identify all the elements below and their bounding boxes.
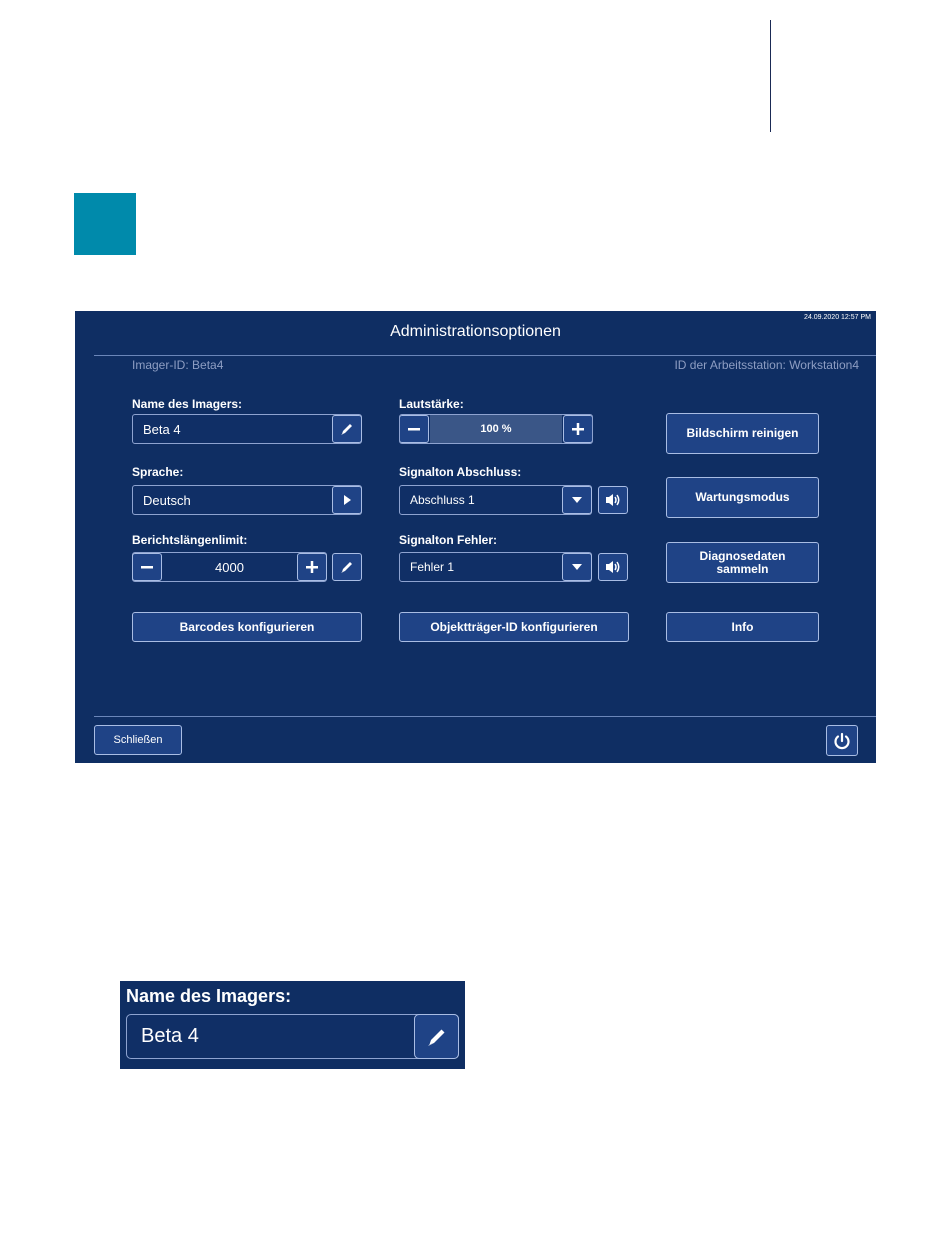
sprache-field[interactable]	[132, 485, 362, 515]
power-icon	[833, 732, 851, 750]
pencil-icon	[425, 1025, 449, 1049]
zoom-name-field[interactable]	[126, 1014, 459, 1059]
sprache-select-button[interactable]	[332, 486, 362, 514]
limit-increase-button[interactable]	[297, 553, 327, 581]
signal-done-play-button[interactable]	[598, 486, 628, 514]
limit-value: 4000	[215, 559, 244, 575]
name-field-zoom-detail	[120, 981, 465, 1069]
power-button[interactable]	[826, 725, 858, 756]
workstation-id: ID der Arbeitsstation: Workstation4	[674, 358, 859, 372]
dropdown-icon	[571, 495, 583, 505]
name-value: Beta 4	[143, 421, 181, 437]
collect-diagnostics-line1: Diagnosedaten	[699, 548, 786, 563]
vertical-rule	[770, 20, 771, 132]
imager-id: Imager-ID: Beta4	[132, 358, 224, 372]
limit-stepper	[132, 552, 327, 582]
collect-diagnostics-button[interactable]	[666, 542, 819, 583]
collect-diagnostics-line2: sammeln	[716, 561, 769, 576]
dropdown-icon	[571, 562, 583, 572]
minus-icon	[140, 560, 154, 574]
play-icon	[341, 494, 353, 506]
minus-icon	[407, 422, 421, 436]
signal-error-label: Signalton Fehler:	[399, 533, 498, 547]
volume-decrease-button[interactable]	[399, 415, 429, 443]
maintenance-mode-button[interactable]: Wartungsmodus	[666, 477, 819, 518]
clean-screen-button[interactable]: Bildschirm reinigen	[666, 413, 819, 454]
slide-id-configure-button[interactable]: Objektträger-ID konfigurieren	[399, 612, 629, 642]
edit-name-button[interactable]	[332, 415, 362, 443]
zoom-name-label: Name des Imagers:	[126, 986, 292, 1006]
volume-value: 100 %	[480, 423, 512, 435]
plus-icon	[305, 560, 319, 574]
name-label: Name des Imagers:	[132, 397, 243, 411]
signal-done-dropdown-button[interactable]	[562, 486, 592, 514]
pencil-icon	[339, 421, 355, 437]
signal-done-select[interactable]	[399, 485, 592, 515]
signal-error-select[interactable]	[399, 552, 592, 582]
sprache-value: Deutsch	[143, 492, 191, 508]
volume-increase-button[interactable]	[563, 415, 593, 443]
signal-done-value: Abschluss 1	[410, 493, 475, 507]
footer-divider	[94, 716, 876, 717]
zoom-edit-name-button[interactable]	[414, 1014, 459, 1059]
info-button[interactable]: Info	[666, 612, 819, 642]
page-title: Administrationsoptionen	[390, 323, 561, 340]
signal-error-value: Fehler 1	[410, 560, 455, 574]
pencil-icon	[339, 559, 355, 575]
name-field[interactable]	[132, 414, 362, 444]
teal-marker-block	[74, 193, 136, 255]
title-divider	[94, 355, 876, 356]
sprache-label: Sprache:	[132, 465, 184, 479]
signal-done-label: Signalton Abschluss:	[399, 465, 522, 479]
limit-edit-button[interactable]	[332, 553, 362, 581]
zoom-name-value: Beta 4	[141, 1025, 199, 1047]
limit-decrease-button[interactable]	[132, 553, 162, 581]
limit-label: Berichtslängenlimit:	[132, 533, 248, 547]
datetime: 24.09.2020 12:57 PM	[804, 314, 871, 321]
speaker-icon	[604, 559, 622, 575]
signal-error-play-button[interactable]	[598, 553, 628, 581]
signal-error-dropdown-button[interactable]	[562, 553, 592, 581]
speaker-icon	[604, 492, 622, 508]
plus-icon	[571, 422, 585, 436]
admin-options-screen	[75, 311, 876, 763]
barcodes-configure-button[interactable]: Barcodes konfigurieren	[132, 612, 362, 642]
volume-label: Lautstärke:	[399, 397, 464, 411]
volume-control	[399, 414, 593, 444]
close-button[interactable]: Schließen	[94, 725, 182, 755]
